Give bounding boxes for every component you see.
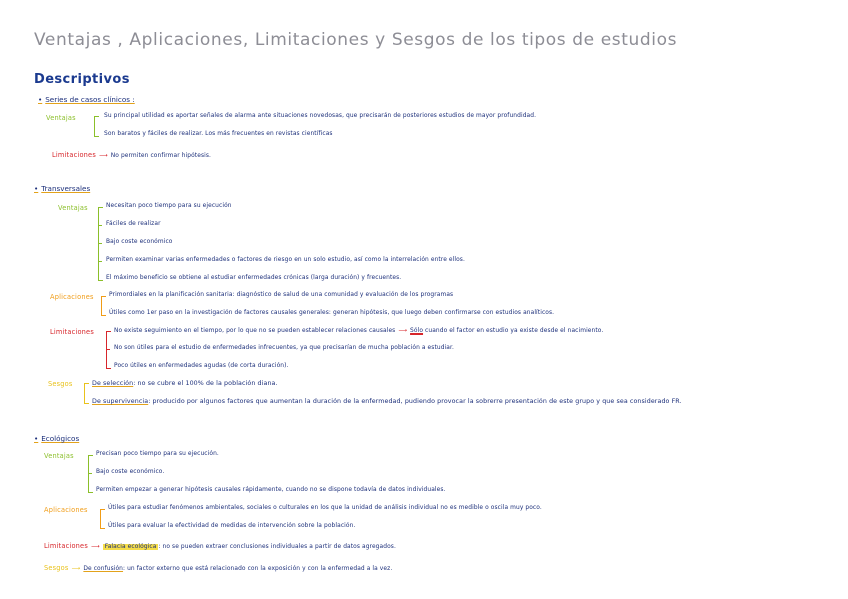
list-item: Bajo coste económico [106, 239, 173, 245]
limitaciones-label: Limitaciones [50, 328, 94, 336]
bullet-icon: • [34, 434, 39, 443]
sesgos-label: Sesgos [48, 380, 73, 388]
aplicaciones-bracket [100, 509, 105, 529]
list-item: No permiten confirmar hipótesis. [110, 153, 211, 159]
ventajas-bracket [88, 455, 93, 493]
aplicaciones-bracket [101, 296, 106, 316]
arrow-right-icon: ⟶ [98, 152, 108, 159]
arrow-right-icon: ⟶ [398, 327, 408, 334]
aplicaciones-label: Aplicaciones [44, 506, 88, 514]
list-item: Útiles para estudiar fenómenos ambientales, sociales o culturales en los que la unidad de análisis individual no es medible o oscila muy poco. [108, 505, 542, 511]
ventajas-bracket [94, 116, 99, 137]
list-item: Útiles para evaluar la efectividad de medidas de intervención sobre la población. [108, 523, 356, 529]
list-item: Permiten empezar a generar hipótesis causales rápidamente, cuando no se dispone todavía de datos individuales. [96, 487, 446, 493]
arrow-right-icon: ⟶ [71, 565, 81, 572]
bullet-icon: • [38, 95, 43, 104]
list-item: Fáciles de realizar [106, 221, 161, 227]
list-item: El máximo beneficio se obtiene al estudiar enfermedades crónicas (larga duración) y frecuentes. [106, 275, 402, 281]
subsection-title-ecologicos: • Ecológicos [34, 434, 80, 443]
list-item: Su principal utilidad es aportar señales de alarma ante situaciones novedosas, que precisarán de posteriores estudios de mayor profundidad. [104, 113, 537, 119]
bracket-tick [98, 243, 102, 244]
list-item: No existe seguimiento en el tiempo, por lo que no se pueden establecer relaciones causales ⟶ Sólo cuando el factor en estudio ya existe desde el nacimiento. [114, 327, 604, 334]
bracket-tick [98, 261, 102, 262]
aplicaciones-label: Aplicaciones [50, 293, 94, 301]
subsection-title-series: • Series de casos clínicos : [38, 95, 135, 104]
list-item: Precisan poco tiempo para su ejecución. [96, 451, 219, 457]
limitaciones-label: Limitaciones ⟶ Falacia ecológica : no se pueden extraer conclusiones individuales a partir de datos agregados. [44, 542, 396, 550]
list-item: No son útiles para el estudio de enfermedades infrecuentes, ya que precisarían de mucha población a estudiar. [114, 345, 454, 351]
list-item: Necesitan poco tiempo para su ejecución [106, 203, 232, 209]
page-title: Ventajas , Aplicaciones, Limitaciones y Sesgos de los tipos de estudios [34, 30, 678, 50]
ventajas-label: Ventajas [44, 452, 74, 460]
bullet-icon: • [34, 184, 39, 193]
list-item: Permiten examinar varias enfermedades o factores de riesgo en un solo estudio, así como la interrelación entre ellos. [106, 257, 465, 263]
ventajas-bracket [98, 207, 103, 281]
limitaciones-label: Limitaciones ⟶ No permiten confirmar hipótesis. [52, 151, 211, 159]
sesgos-label: Sesgos ⟶ De confusión: un factor externo que está relacionado con la exposición y con la enfermedad a la vez. [44, 564, 393, 572]
ventajas-label: Ventajas [58, 204, 88, 212]
bracket-tick [88, 473, 92, 474]
list-item: Primordiales en la planificación sanitaria: diagnóstico de salud de una comunidad y evaluación de los programas [109, 292, 454, 298]
list-item: De selección: no se cubre el 100% de la población diana. [92, 380, 278, 387]
arrow-right-icon: ⟶ [90, 543, 100, 550]
list-item: Son baratos y fáciles de realizar. Los más frecuentes en revistas científicas [104, 131, 333, 137]
subsection-title-transversales: • Transversales [34, 184, 91, 193]
list-item: Poco útiles en enfermedades agudas (de corta duración). [114, 363, 289, 369]
sesgos-bracket [84, 383, 89, 404]
ventajas-label: Ventajas [46, 114, 76, 122]
list-item: De supervivencia: producido por algunos factores que aumentan la duración de la enfermedad, pudiendo provocar la sobrerre presentación de este grupo y que sea considerado FR. [92, 398, 682, 405]
bracket-tick [106, 349, 110, 350]
limitaciones-bracket [106, 331, 111, 369]
list-item: Bajo coste económico. [96, 469, 165, 475]
bracket-tick [98, 225, 102, 226]
section-heading-descriptivos: Descriptivos [34, 72, 130, 87]
list-item: Útiles como 1er paso en la investigación de factores causales generales: generan hipótesis, que luego deben confirmarse con estudios analíticos. [109, 310, 555, 316]
